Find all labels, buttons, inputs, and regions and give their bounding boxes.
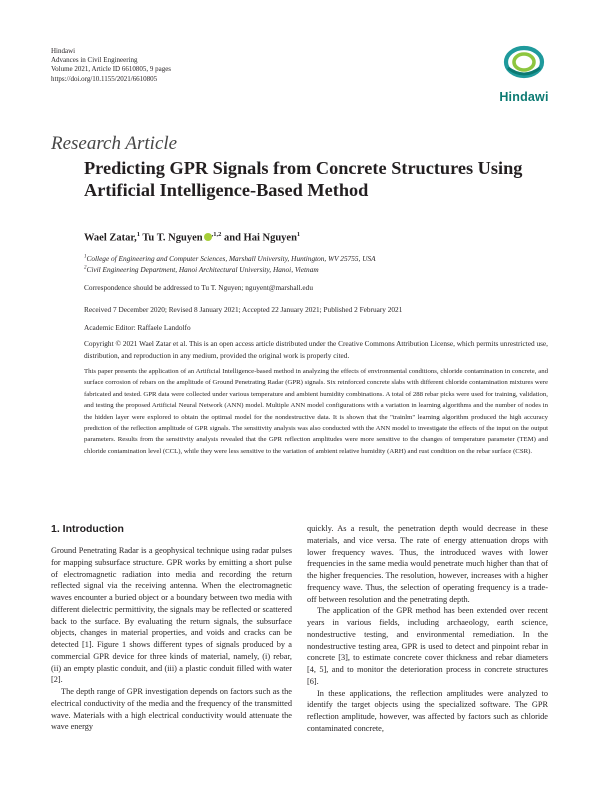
author-name: Tu T. Nguyen xyxy=(142,232,203,244)
right-column xyxy=(307,523,548,735)
paragraph: The depth range of GPR investigation depends on factors such as the electrical conductivity of the media and the frequency of the transmitted wave. Materials with a high electrical conductivity would attenuate the wave energy xyxy=(51,687,292,732)
doi-link[interactable]: https://doi.org/10.1155/2021/6610805 xyxy=(51,74,158,83)
abstract: This paper presents the application of an Artificial Intelligence-based method in analyzing the effects of environmental conditions, chloride contamination in concrete, and surface corrosion of rebars on the amplitude of Ground Penetrating Radar (GPR) signals. Six reinforced concrete slabs with different chloride contamination mixtures were fabricated and tested. GPR data were collected under various temperature and ambient humidity combinations. A total of 288 rebar picks were used for training, validation, and testing the proposed Artificial Neural Network (ANN) model. Multiple ANN model configurations with a variation in learning algorithms and the number of nodes in the hidden layer were explored to obtain the optimal model for the nondestructive data. It is shown that the "trainlm" learning algorithm produced the high accuracy prediction of the reflection amplitude of GPR signals. The sensitivity analysis was also conducted with the ANN model to investigate the effects of the input on the output parameters. Results from the sensitivity analysis revealed that the GPR reflection amplitudes were more sensitive to the changes of temperature parameter (TEM) and chloride contamination level (CCL), while they were less sensitive to the variation of ambient relative humidity (ARH) and rust condition on the rebar surface (CSR). xyxy=(84,368,548,455)
journal-header xyxy=(51,47,171,84)
journal-name: Advances in Civil Engineering xyxy=(51,56,138,65)
paragraph: quickly. As a result, the penetration depth would decrease in these materials, and vice versa. The rate of energy attenuation drops with lower frequency waves. Thus, the introduced waves with lower frequencies in the same media would penetrate much higher than that of the higher frequencies. The resolution, however, increases with a higher frequency wave. Thus, the selection of operating frequency is a trade-off between resolution and the penetrating depth. xyxy=(307,524,548,604)
publisher-name: Hindawi xyxy=(51,47,76,55)
publication-dates: Received 7 December 2020; Revised 8 January 2021; Accepted 22 January 2021; Published 2 February 2021 xyxy=(84,305,403,314)
hindawi-logo-icon xyxy=(502,44,546,80)
affiliation: $^1$College of Engineering and Computer Sciences, Marshall University, Huntington, WV 25755, USA xyxy=(84,254,376,263)
correspondence: Correspondence should be addressed to Tu T. Nguyen; nguyent@marshall.edu xyxy=(84,283,313,292)
affiliation: $^2$Civil Engineering Department, Hanoi Architectural University, Hanoi, Vietnam xyxy=(84,265,319,274)
author-affiliation-mark: 1 xyxy=(136,231,140,238)
paragraph: The application of the GPR method has been extended over recent years in various fields, including archaeology, earth science, nondestructive testing, and environmental remediation. In the nondestructive testing area, GPR is used to detect and pinpoint rebar in concrete [3], to estimate concrete cover thickness and rebar diameters [4, 5], and to monitor the deterioration process in concrete structures [6]. xyxy=(307,606,548,686)
copyright-notice: Copyright © 2021 Wael Zatar et al. This is an open access article distributed under the Creative Commons Attribution License, which permits unrestricted use, distribution, and reproduction in any medium, provided the original work is properly cited. xyxy=(84,339,548,360)
author-affiliation-mark: 1 xyxy=(296,231,301,238)
paragraph: In these applications, the reflection amplitudes were analyzed to identify the target objects using the specialized software. The GPR reflection amplitude, however, was affected by factors such as chloride contaminated concrete, xyxy=(307,688,548,733)
hindawi-logo xyxy=(497,44,551,106)
author-list xyxy=(84,231,300,244)
author-name: and Hai Nguyen xyxy=(223,232,297,244)
article-type: Research Article xyxy=(51,133,178,154)
orcid-icon[interactable] xyxy=(204,233,212,241)
author-name: Wael Zatar, xyxy=(84,232,137,244)
paragraph: Ground Penetrating Radar is a geophysical technique using radar pulses for mapping subsurface structure. GPR works by emitting a short pulse of electromagnetic radiation into media and recording the return reflected signal via the receiving antenna. When the electromagnetic waves encounter a buried object or a boundary between two media with different dielectric permittivity, the signals may be reflected or scattered back to the surface. By evaluating the return signals, the subsurface objects, changes in material properties, and voids and cracks can be detected [1]. Figure 1 shows different types of signals produced by a commercial GPR device for three kinds of material, namely, (i) rebar, (ii) an empty plastic conduit, and (iii) a plastic conduit filled with water [2]. xyxy=(51,546,292,685)
section-heading: 1. Introduction xyxy=(51,523,124,535)
logo-wordmark: Hindawi xyxy=(499,90,549,104)
academic-editor: Academic Editor: Raffaele Landolfo xyxy=(84,323,191,332)
author-affiliation-mark: ,1,2 xyxy=(211,231,222,238)
volume-info: Volume 2021, Article ID 6610805, 9 pages xyxy=(51,65,172,74)
paper-title: Predicting GPR Signals from Concrete Structures Using Artificial Intelligence-Based Method xyxy=(84,158,523,200)
left-column xyxy=(51,545,292,733)
